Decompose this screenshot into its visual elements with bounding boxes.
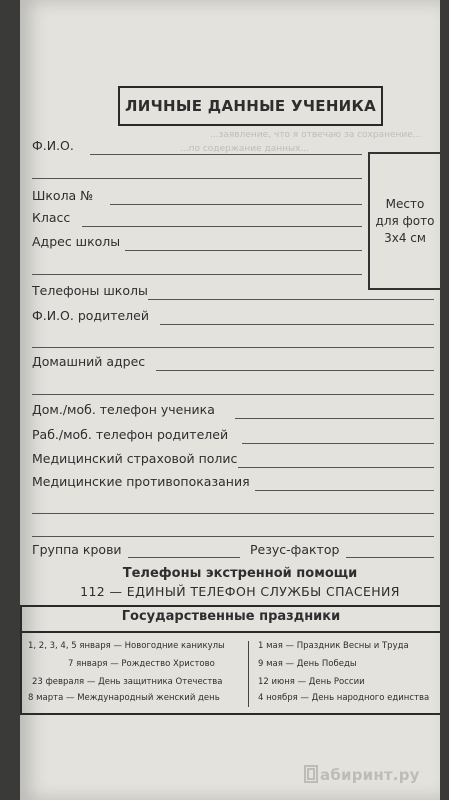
bleed-through-text: ...заявление, что я отвечаю за сохранение... [210,130,422,140]
blood-group-label: Группа крови [32,542,122,557]
contraindications-label: Медицинские противопоказания [32,474,250,489]
write-line[interactable] [238,467,434,468]
holidays-box [20,605,440,715]
holidays-title: Государственные праздники [121,609,341,624]
page-title: ЛИЧНЫЕ ДАННЫЕ УЧЕНИКА [125,97,376,115]
holiday-item: 9 мая — День Победы [258,659,357,669]
emergency-number: 112 — ЕДИНЫЙ ТЕЛЕФОН СЛУЖБЫ СПАСЕНИЯ [80,584,400,599]
write-line[interactable] [82,226,362,227]
labyrinth-logo-icon [303,764,319,784]
write-line[interactable] [110,204,362,205]
photo-label-line: для фото [375,213,435,228]
class-label: Класс [32,210,71,225]
write-line[interactable] [32,178,362,179]
write-line[interactable] [160,324,434,325]
student-phone-label: Дом./моб. телефон ученика [32,402,215,417]
insurance-label: Медицинский страховой полис [32,451,238,466]
write-line[interactable] [32,274,362,275]
holiday-item: 1, 2, 3, 4, 5 января — Новогодние каникулы [28,641,225,651]
write-line[interactable] [242,443,434,444]
divider [248,641,249,707]
watermark: абиринт.ру [320,766,420,784]
holiday-item: 1 мая — Праздник Весны и Труда [258,641,409,651]
school-phones-label: Телефоны школы [32,283,148,298]
holiday-item: 23 февраля — День защитника Отечества [32,677,223,687]
rhesus-label: Резус-фактор [250,542,340,557]
write-line[interactable] [128,557,240,558]
bleed-through-text: ...по содержание данных... [180,144,310,154]
photo-label-line: 3x4 см [384,230,426,245]
holiday-item: 7 января — Рождество Христово [68,659,215,669]
holiday-item: 12 июня — День России [258,677,365,687]
write-line[interactable] [156,370,434,371]
photo-label-line: Место [385,196,425,211]
write-line[interactable] [32,536,434,537]
write-line[interactable] [148,299,434,300]
school-label: Школа № [32,188,94,203]
photo-placeholder [368,152,440,290]
home-address-label: Домашний адрес [32,354,146,369]
form-page [20,0,440,800]
holiday-item: 8 марта — Международный женский день [28,693,220,703]
write-line[interactable] [125,250,362,251]
write-line[interactable] [32,347,434,348]
school-address-label: Адрес школы [32,234,121,249]
emergency-title: Телефоны экстренной помощи [122,566,358,581]
write-line[interactable] [346,557,434,558]
write-line[interactable] [90,154,362,155]
write-line[interactable] [235,418,434,419]
write-line[interactable] [32,513,434,514]
title-box [118,86,383,126]
holiday-item: 4 ноября — День народного единства [258,693,430,703]
write-line[interactable] [32,394,434,395]
fio-label: Ф.И.О. [32,138,74,153]
parents-phone-label: Раб./моб. телефон родителей [32,427,229,442]
parents-fio-label: Ф.И.О. родителей [32,308,149,323]
divider [22,631,440,633]
write-line[interactable] [255,490,434,491]
